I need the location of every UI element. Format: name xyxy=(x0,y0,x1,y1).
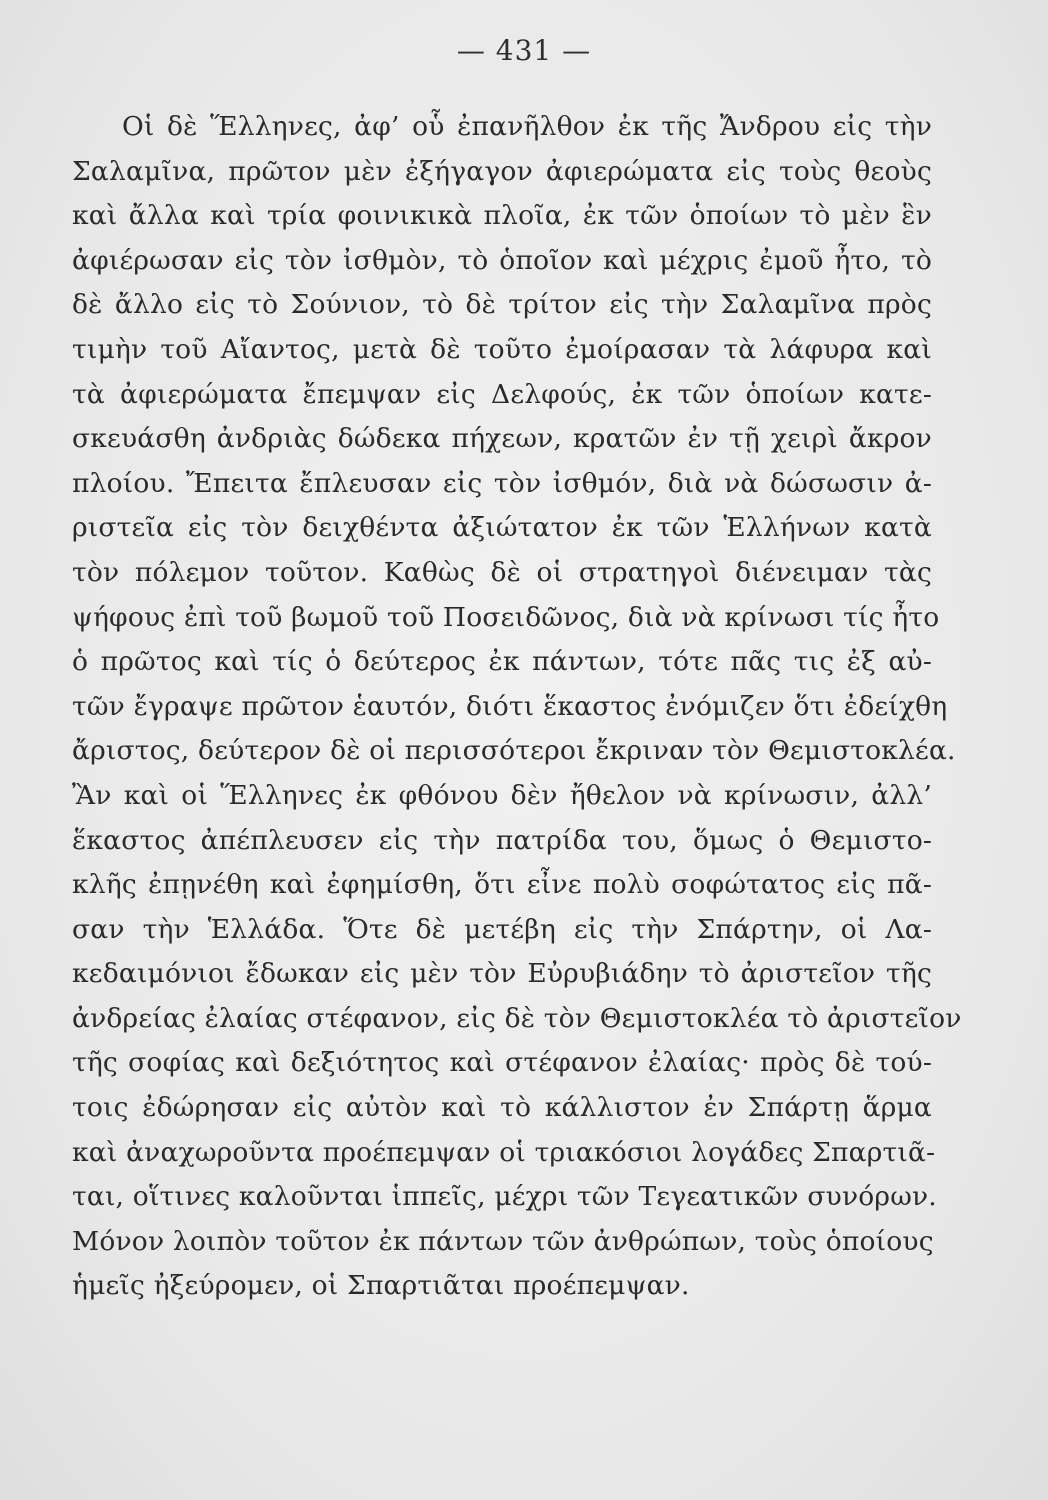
text-line: τὰ ἀφιερώματα ἔπεμψαν εἰς Δελφούς, ἐκ τῶν ὁποίων κατε- xyxy=(72,378,932,410)
text-line: ται, οἵτινες καλοῦνται ἱππεῖς, μέχρι τῶν Τεγεατικῶν συνόρων. xyxy=(72,1181,937,1213)
text-line: δὲ ἄλλο εἰς τὸ Σούνιον, τὸ δὲ τρίτον εἰς τὴν Σαλαμῖνα πρὸς xyxy=(72,289,932,321)
text-line: κεδαιμόνιοι ἔδωκαν εἰς μὲν τὸν Εὐρυβιάδην τὸ ἀριστεῖον τῆς xyxy=(72,958,932,990)
text-line: τῆς σοφίας καὶ δεξιότητος καὶ στέφανον ἐλαίας· πρὸς δὲ τού- xyxy=(72,1047,932,1079)
text-line: τιμὴν τοῦ Αἴαντος, μετὰ δὲ τοῦτο ἐμοίρασαν τὰ λάφυρα καὶ xyxy=(72,333,932,365)
text-line: πλοίου. Ἔπειτα ἔπλευσαν εἰς τὸν ἰσθμόν, διὰ νὰ δώσωσιν ἀ- xyxy=(72,467,932,499)
text-line: Μόνον λοιπὸν τοῦτον ἐκ πάντων τῶν ἀνθρώπων, τοὺς ὁποίους xyxy=(72,1225,934,1257)
text-line: τῶν ἔγραψε πρῶτον ἑαυτόν, διότι ἕκαστος ἐνόμιζεν ὅτι ἐδείχθη xyxy=(72,690,948,722)
text-line: τοις ἐδώρησαν εἰς αὐτὸν καὶ τὸ κάλλιστον ἐν Σπάρτῃ ἅρμα xyxy=(72,1092,932,1124)
text-line: τὸν πόλεμον τοῦτον. Καθὼς δὲ οἱ στρατηγοὶ διένειμαν τὰς xyxy=(72,556,932,588)
text-line: σαν τὴν Ἑλλάδα. Ὅτε δὲ μετέβη εἰς τὴν Σπάρτην, οἱ Λα- xyxy=(72,913,932,945)
body-paragraph xyxy=(72,105,962,1309)
text-line: ἀφιέρωσαν εἰς τὸν ἰσθμὸν, τὸ ὁποῖον καὶ μέχρις ἐμοῦ ἦτο, τὸ xyxy=(72,244,932,276)
text-line: ριστεῖα εἰς τὸν δειχθέντα ἀξιώτατον ἐκ τῶν Ἑλλήνων κατὰ xyxy=(72,512,932,544)
text-line: ἀνδρείας ἐλαίας στέφανον, εἰς δὲ τὸν Θεμιστοκλέα τὸ ἀριστεῖον xyxy=(72,1002,962,1034)
page-number: — 431 — xyxy=(456,34,592,67)
text-line: ὁ πρῶτος καὶ τίς ὁ δεύτερος ἐκ πάντων, τότε πᾶς τις ἐξ αὐ- xyxy=(72,646,932,678)
text-line: ἡμεῖς ἠξεύρομεν, οἱ Σπαρτιᾶται προέπεμψαν. xyxy=(72,1270,690,1302)
text-line: Ἂν καὶ οἱ Ἕλληνες ἐκ φθόνου δὲν ἤθελον νὰ κρίνωσιν, ἀλλ’ xyxy=(72,779,932,811)
text-line: ἕκαστος ἀπέπλευσεν εἰς τὴν πατρίδα του, ὅμως ὁ Θεμιστο- xyxy=(72,824,932,856)
text-line: ψήφους ἐπὶ τοῦ βωμοῦ τοῦ Ποσειδῶνος, διὰ νὰ κρίνωσι τίς ἦτο xyxy=(72,601,940,633)
text-line: σκευάσθη ἀνδριὰς δώδεκα πήχεων, κρατῶν ἐν τῇ χειρὶ ἄκρον xyxy=(72,423,932,455)
text-line: καὶ ἄλλα καὶ τρία φοινικικὰ πλοῖα, ἐκ τῶν ὁποίων τὸ μὲν ἓν xyxy=(72,200,932,232)
text-line: ἄριστος, δεύτερον δὲ οἱ περισσότεροι ἔκριναν τὸν Θεμιστοκλέα. xyxy=(72,735,956,767)
text-line: Οἱ δὲ Ἕλληνες, ἀφ’ οὗ ἐπανῆλθον ἐκ τῆς Ἄνδρου εἰς τὴν xyxy=(122,111,932,142)
text-line: Σαλαμῖνα, πρῶτον μὲν ἐξήγαγον ἀφιερώματα εἰς τοὺς θεοὺς xyxy=(72,155,932,187)
text-line: καὶ ἀναχωροῦντα προέπεμψαν οἱ τριακόσιοι λογάδες Σπαρτιᾶ- xyxy=(72,1136,936,1168)
text-line: κλῆς ἐπῃνέθη καὶ ἐφημίσθη, ὅτι εἶνε πολὺ σοφώτατος εἰς πᾶ- xyxy=(72,869,932,901)
